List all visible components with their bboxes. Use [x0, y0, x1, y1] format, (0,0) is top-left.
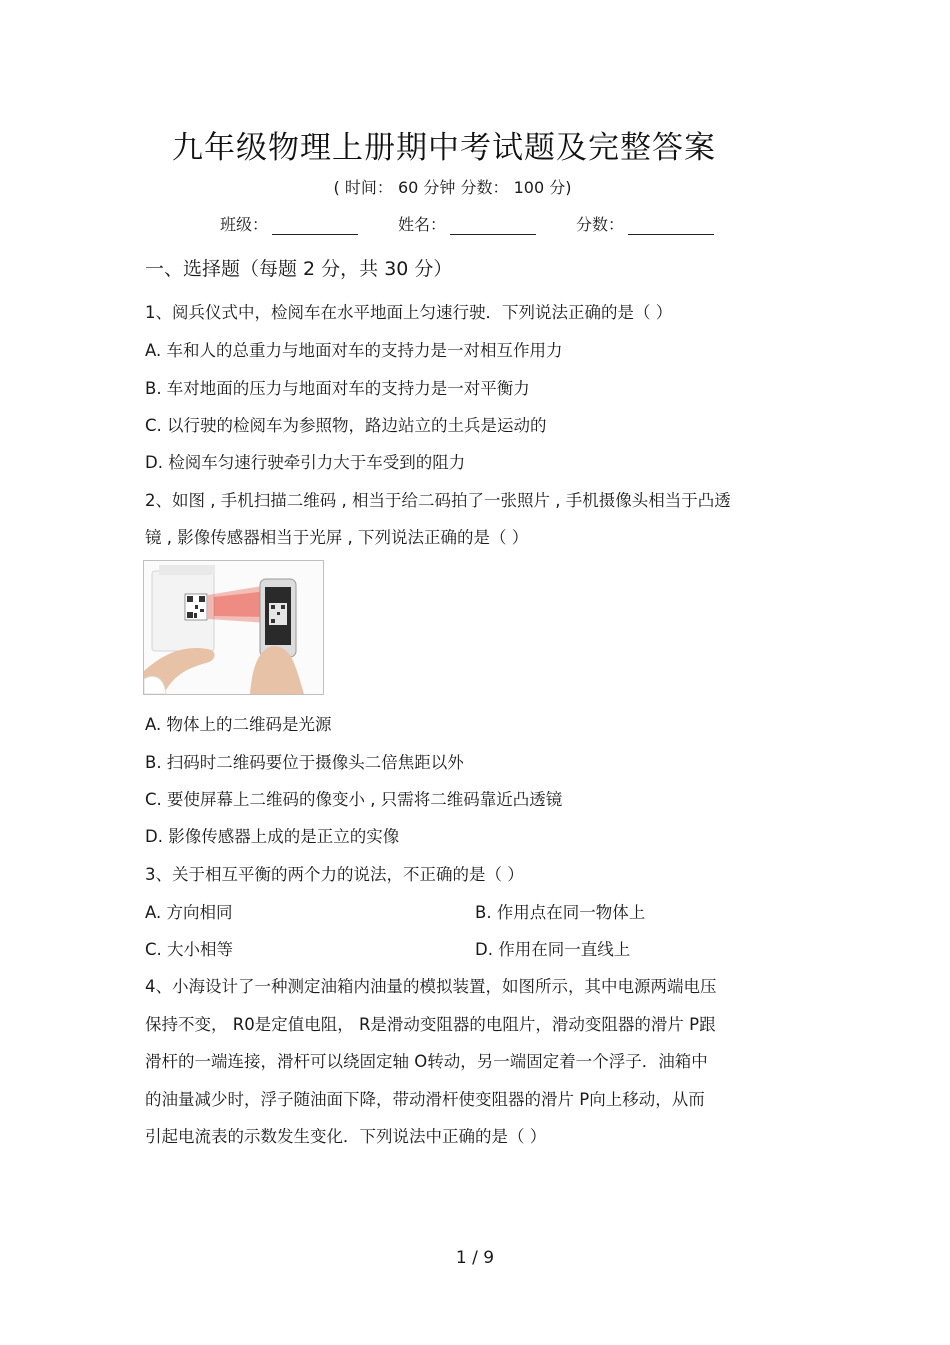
question-1-stem: 1、阅兵仪式中，检阅车在水平地面上匀速行驶．下列说法正确的是（ ） [145, 303, 673, 322]
page-title: 九年级物理上册期中考试题及完整答案 [172, 130, 716, 166]
question-2-option-d: D. 影像传感器上成的是正立的实像 [145, 827, 400, 846]
exam-info: ( 时间： 60 分钟 分数： 100 分) [333, 178, 572, 197]
question-3-stem: 3、关于相互平衡的两个力的说法，不正确的是（ ） [145, 865, 524, 884]
question-2-option-c: C. 要使屏幕上二维码的像变小 , 只需将二维码靠近凸透镜 [145, 790, 563, 809]
question-1-option-c: C. 以行驶的检阅车为参照物，路边站立的土兵是运动的 [145, 416, 547, 435]
question-2-stem-line-2: 镜 , 影像传感器相当于光屏 , 下列说法正确的是（ ） [145, 528, 529, 547]
question-4-line-3: 滑杆的一端连接，滑杆可以绕固定轴 O转动，另一端固定着一个浮子．油箱中 [145, 1052, 708, 1071]
qr-scan-image [144, 561, 323, 694]
question-4-line-4: 的油量减少时，浮子随油面下降，带动滑杆使变阻器的滑片 P向上移动，从而 [145, 1090, 705, 1109]
score-blank [628, 216, 714, 235]
name-field [398, 212, 536, 235]
question-1-option-a: A. 车和人的总重力与地面对车的支持力是一对相互作用力 [145, 341, 563, 360]
name-label: 姓名： [398, 215, 447, 234]
question-1-option-b: B. 车对地面的压力与地面对车的支持力是一对平衡力 [145, 379, 530, 398]
class-field [220, 212, 358, 235]
question-3-option-d: D. 作用在同一直线上 [475, 940, 631, 959]
student-info-fields [220, 212, 754, 235]
class-blank [272, 216, 358, 235]
question-3-option-b: B. 作用点在同一物体上 [475, 903, 646, 922]
score-field [576, 212, 714, 235]
question-3-option-a: A. 方向相同 [145, 903, 233, 922]
qr-scan-illustration [143, 560, 324, 695]
question-2-stem-line-1: 2、如图 , 手机扫描二维码 , 相当于给二码拍了一张照片 , 手机摄像头相当于凸透 [145, 491, 731, 510]
question-4-line-1: 4、小海设计了一种测定油箱内油量的模拟装置，如图所示，其中电源两端电压 [145, 977, 717, 996]
question-3-option-c: C. 大小相等 [145, 940, 234, 959]
question-4-line-5: 引起电流表的示数发生变化．下列说法中正确的是（ ） [145, 1127, 547, 1146]
page-number: 1 / 9 [455, 1248, 495, 1268]
section-heading: 一、选择题（每题 2 分，共 30 分） [145, 258, 453, 280]
score-label: 分数： [576, 215, 625, 234]
name-blank [450, 216, 536, 235]
question-2-option-b: B. 扫码时二维码要位于摄像头二倍焦距以外 [145, 753, 464, 772]
class-label: 班级： [220, 215, 269, 234]
question-4-line-2: 保持不变， R0是定值电阻， R是滑动变阻器的电阻片，滑动变阻器的滑片 P跟 [145, 1015, 716, 1034]
question-1-option-d: D. 检阅车匀速行驶牵引力大于车受到的阻力 [145, 453, 466, 472]
question-2-option-a: A. 物体上的二维码是光源 [145, 715, 332, 734]
